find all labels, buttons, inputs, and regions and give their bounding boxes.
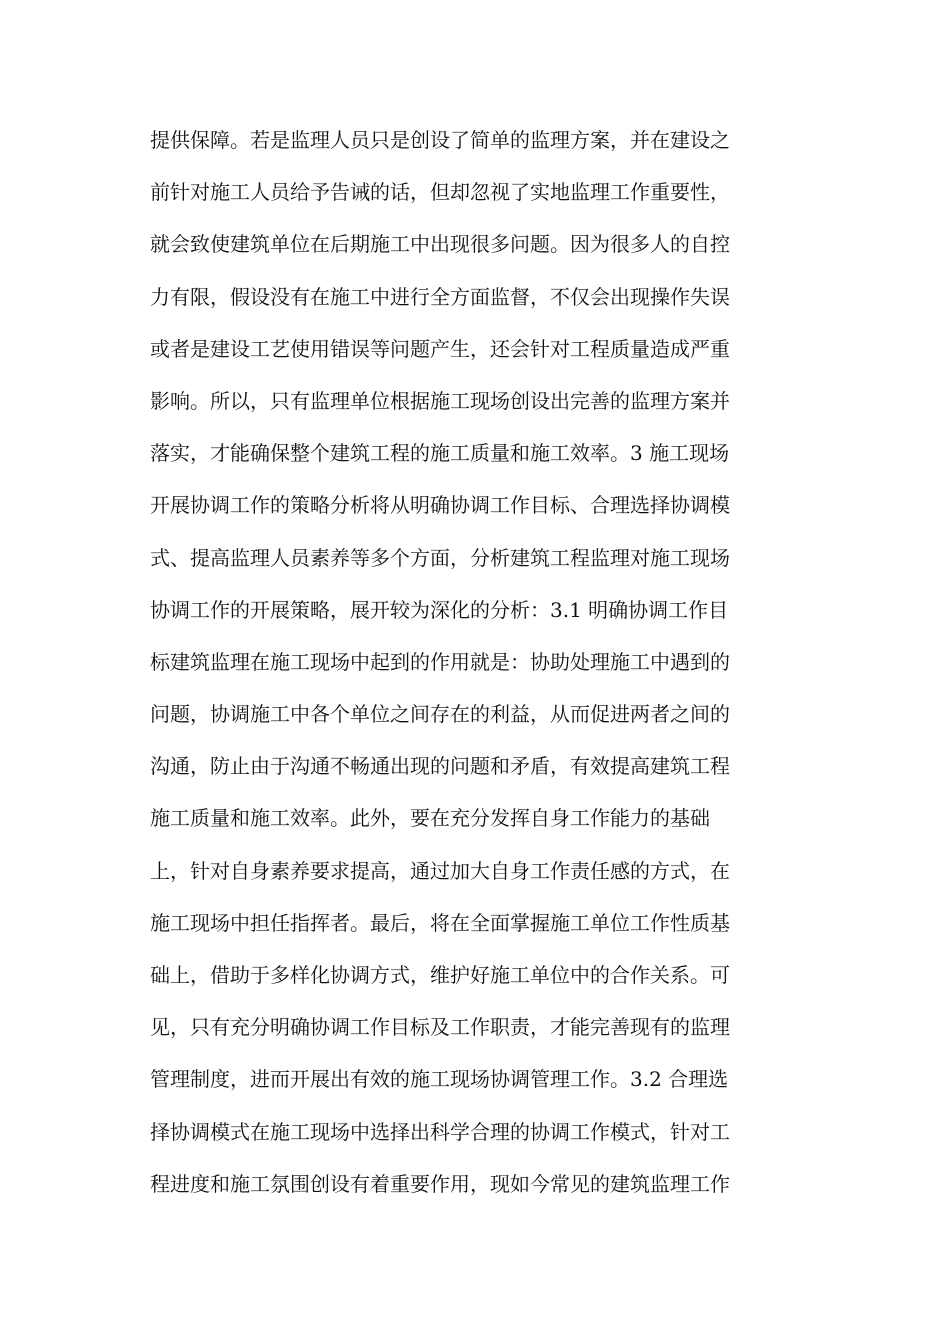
text-line: 施工质量和施工效率。此外，要在充分发挥自身工作能力的基础 — [150, 806, 710, 831]
text-line: 提供保障。若是监理人员只是创设了简单的监理方案，并在建设之 — [150, 128, 730, 152]
body-text — [150, 114, 810, 1210]
text-line: 或者是建设工艺使用错误等问题产生，还会针对工程质量造成严重 — [150, 336, 730, 361]
text-line: 问题，协调施工中各个单位之间存在的利益，从而促进两者之间的 — [150, 702, 730, 727]
text-line: 见，只有充分明确协调工作目标及工作职责，才能完善现有的监理 — [150, 1015, 730, 1040]
text-line: 开展协调工作的策略分析将从明确协调工作目标、合理选择协调模 — [150, 493, 730, 518]
text-line: 施工现场中担任指挥者。最后，将在全面掌握施工单位工作性质基 — [150, 910, 730, 935]
text-line: 础上，借助于多样化协调方式，维护好施工单位中的合作关系。可 — [150, 963, 730, 987]
text-line: 协调工作的开展策略，展开较为深化的分析：3.1 明确协调工作目 — [150, 597, 729, 622]
text-line: 管理制度，进而开展出有效的施工现场协调管理工作。3.2 合理选 — [150, 1067, 729, 1092]
text-line: 程进度和施工氛围创设有着重要作用，现如今常见的建筑监理工作 — [150, 1171, 730, 1196]
text-line: 前针对施工人员给予告诫的话，但却忽视了实地监理工作重要性， — [150, 180, 730, 205]
text-line: 就会致使建筑单位在后期施工中出现很多问题。因为很多人的自控 — [150, 232, 730, 257]
text-line: 力有限，假设没有在施工中进行全方面监督，不仅会出现操作失误 — [150, 284, 730, 309]
text-line: 择协调模式在施工现场中选择出科学合理的协调工作模式，针对工 — [150, 1119, 730, 1144]
text-line: 影响。所以，只有监理单位根据施工现场创设出完善的监理方案并 — [150, 388, 730, 413]
text-line: 标建筑监理在施工现场中起到的作用就是：协助处理施工中遇到的 — [150, 649, 730, 674]
text-line: 落实，才能确保整个建筑工程的施工质量和施工效率。3 施工现场 — [150, 441, 730, 466]
text-line: 式、提高监理人员素养等多个方面，分析建筑工程监理对施工现场 — [150, 545, 730, 570]
text-line: 沟通，防止由于沟通不畅通出现的问题和矛盾，有效提高建筑工程 — [150, 754, 730, 779]
text-line: 上，针对自身素养要求提高，通过加大自身工作责任感的方式，在 — [150, 858, 730, 883]
